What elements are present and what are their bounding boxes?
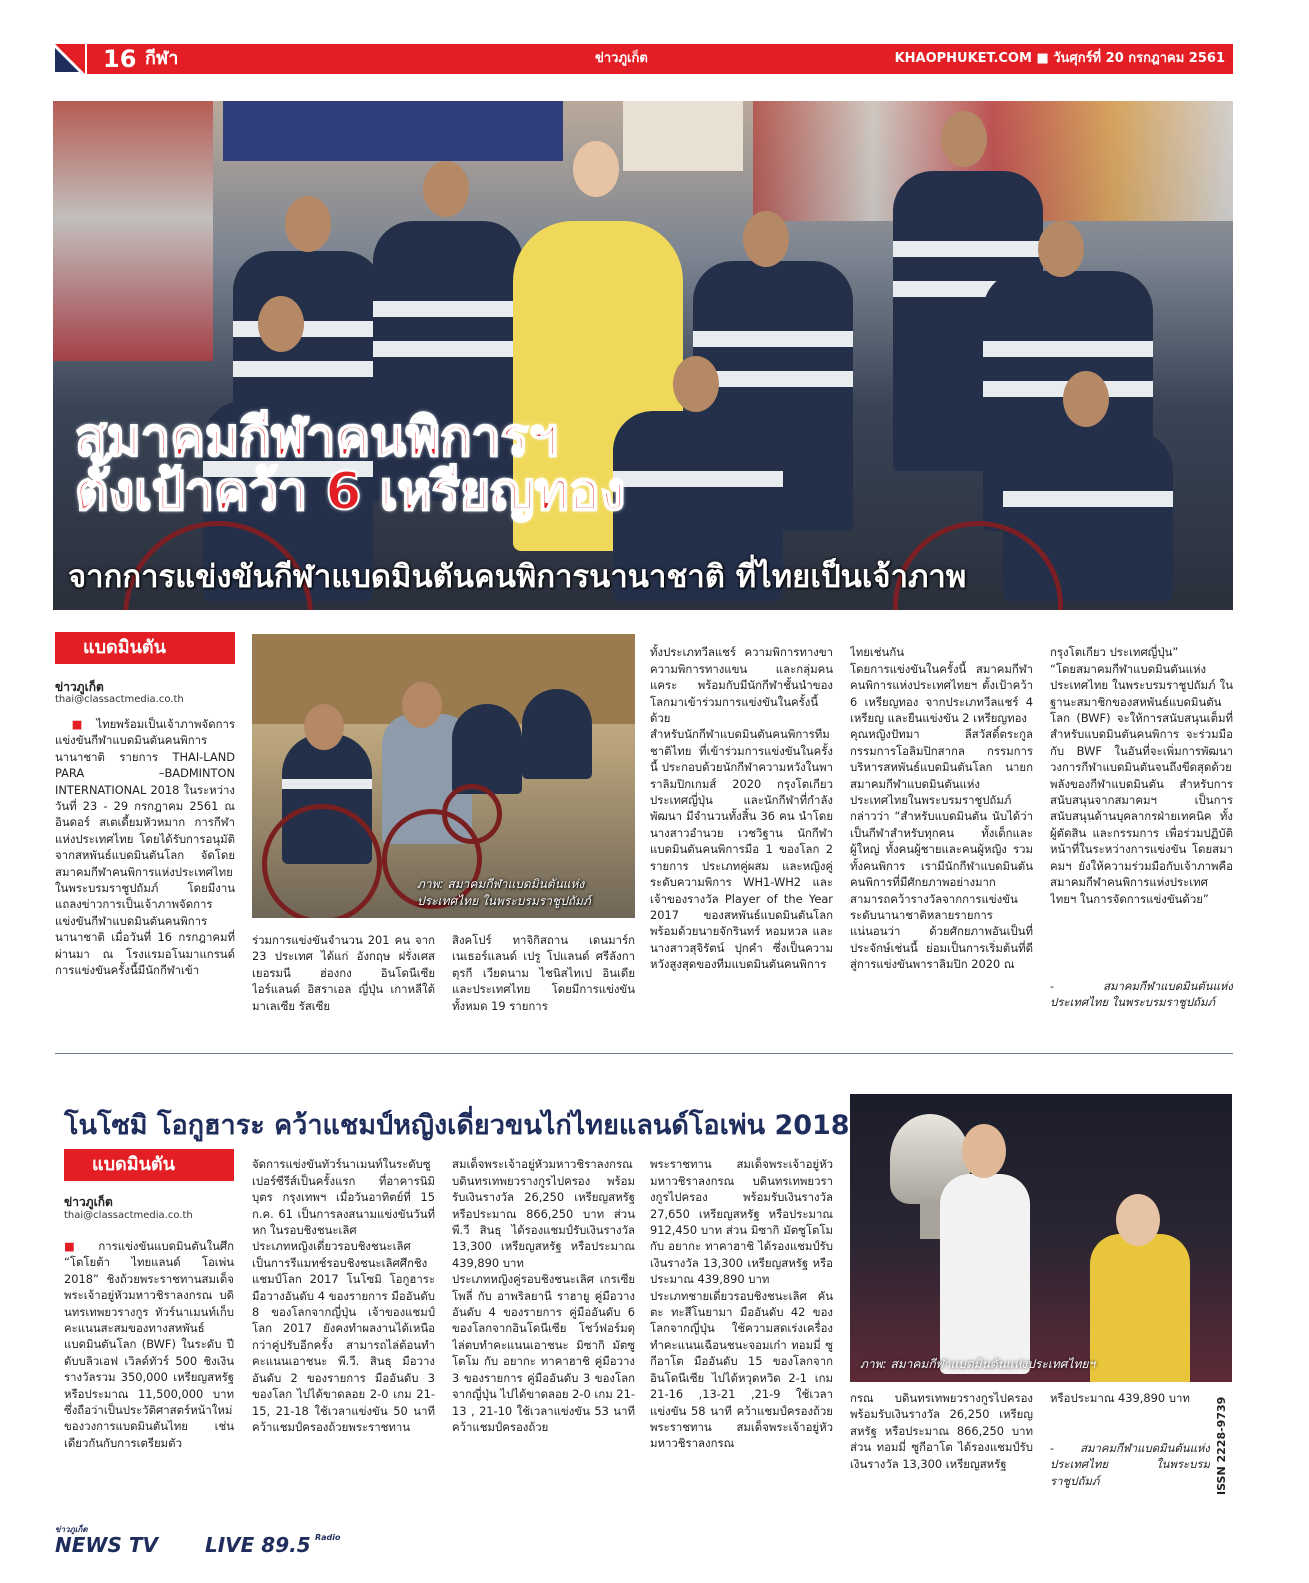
page-header <box>55 44 1233 74</box>
site-and-date: KHAOPHUKET.COM ■ วันศุกร์ที่ 20 กรกฎาคม 2561 <box>894 51 1225 66</box>
athlete <box>522 689 592 779</box>
wheelchair-athletes-photo <box>252 634 635 918</box>
article-divider <box>55 1053 1233 1054</box>
article-title: โนโซมิ โอกูฮาระ คว้าแชมป์หญิงเดี่ยวขนไก่ไทยแลนด์โอเพ่น 2018 <box>64 1110 850 1141</box>
section-label: แบดมินตัน <box>64 1149 234 1181</box>
presenter-face <box>1116 1194 1160 1246</box>
byline-email: thai@classactmedia.co.th <box>64 1210 193 1221</box>
issn-text: ISSN 2228-9739 <box>1215 1396 1228 1495</box>
article-text: ทั้งประเภทวีลแชร์ ความพิการทางขา ความพิการทางแขน และกลุ่มคนแคระ พร้อมกับมีนักกีฬาชั้นนำของโลกมาเข้าร่วมการแข่งขันในครั้งนี้ด้วย สำหรับนักกีฬาแบดมินตันคนพิการทีมชาติไทย ที่เข้าร่วมการแข่งขันในครั้งนี้ ประกอบด้วยนักกีฬาความหวังในพาราลิมปิกเกมส์ 2020 กรุงโตเกียว ประเทศญี่ปุ่น และนักกีฬาที่กำลังพัฒนา มีจำนวนทั้งสิ้น 36 คน นำโดยนางสาวอำนวย เวชวิฐาน นักกีฬาแบดมินตันคนพิการมือ 1 ของโลก 2 รายการ ประเภทคู่ผสม และหญิงคู่ ระดับความพิการ WH1-WH2 และเจ้าของรางวัล Player of the Year 2017 ของสหพันธ์แบดมินตันโลก พร้อมด้วยนายจักรินทร์ หอมหวล และนางสาวสุจิรัตน์ ปุกคำ ซึ่งเป็นความหวังสูงสุดของทีมแบดมินตันคนพิการ <box>650 645 833 972</box>
bullet-square-icon: ■ <box>64 1239 85 1253</box>
article-text: หรือประมาณ 439,890 บาท <box>1050 1391 1190 1405</box>
flags-left <box>53 101 213 361</box>
headline-line-2: ตั้งเป้าคว้า 6 เหรียญทอง <box>75 462 626 522</box>
article-column <box>850 628 1033 1040</box>
event-banner <box>223 101 563 161</box>
athlete-face <box>258 296 304 352</box>
subheadline: จากการแข่งขันกีฬาแบดมินตันคนพิการนานาชาติ ที่ไทยเป็นเจ้าภาพ <box>68 559 967 595</box>
photo-caption: ภาพ: สมาคมกีฬาแบดมินตันแห่งประเทศไทยฯ <box>860 1357 1096 1371</box>
article-column <box>650 628 833 1040</box>
bullet-square-icon: ■ <box>66 717 88 731</box>
article-column <box>64 1238 234 1503</box>
article-column <box>850 1390 1033 1505</box>
credit-text: - สมาคมกีฬาแบดมินตันแห่งประเทศไทย ในพระบรมราชูปถัมภ์ <box>1050 1441 1210 1488</box>
official-face <box>573 141 619 197</box>
article-column <box>452 932 635 1042</box>
article-text: การแข่งขันแบดมินตันในศึก “โตโยต้า ไทยแลนด์ โอเพ่น 2018” ชิงถ้วยพระราชทานสมเด็จพระเจ้าอยู่หัวมหาวชิราลงกรณ บดินทรเทพยวรางกูร ทัวร์นาเมนท์เก็บคะแนนสะสมของทางสหพันธ์แบดมินตันโลก (BWF) ในระดับ ปีดับบลิวเอฟ เวิลด์ทัวร์ 500 ชิงเงินรางวัลรวม 350,000 เหรียญสหรัฐ หรือประมาณ 11,500,000 บาท ซึ่งถือว่าเป็นประวัติศาสตร์หน้าใหม่ของวงการแบดมินตันไทย เช่นเดียวกันกับการเตรียมตัว <box>64 1239 234 1450</box>
event-banner-right <box>623 101 743 171</box>
wheelchair-wheel-icon <box>262 804 382 918</box>
hero-photo <box>53 101 1233 610</box>
byline-email: thai@classactmedia.co.th <box>55 694 184 705</box>
byline: ข่าวภูเก็ต <box>64 1195 113 1209</box>
newstv-logo: NEWS TV <box>55 1533 158 1557</box>
article-text: พระราชทาน สมเด็จพระเจ้าอยู่หัวมหาวชิราลงกรณ บดินทรเทพยวรางกูรไปครอง พร้อมรับเงินรางวัล 27,650 เหรียญสหรัฐ หรือประมาณ 912,450 บาท ส่วน มิซากิ มัตซูโตโม กับ อยากะ ทาคาฮาชิ ได้รองแชมป์รับเงินรางวัล 13,300 เหรียญสหรัฐ หรือประมาณ 439,890 บาท ประเภทชายเดี่ยวรอบชิงชนะเลิศ คันตะ ทะสึโนยามา มืออันดับ 42 ของโลกจากญี่ปุ่น ใช้ความสดเร่งเครื่องทำคะแนนเฉือนชนะจอมเก๋า ทอมมี่ ซูกีอาโต มืออันดับ 15 ของโลกจากอินโดนีเซีย ไปได้หวุดหวิด 2-1 เกม 21-16 ,13-21 ,21-9 ใช้เวลาแข่งขัน 58 นาที คว้าแชมป์ครองถ้วยพระราชทาน สมเด็จพระเจ้าอยู่หัวมหาวชิราลงกรณ <box>650 1157 833 1451</box>
athlete-face <box>1038 221 1084 277</box>
footer-logos <box>55 1523 355 1563</box>
champion-player <box>940 1174 1030 1374</box>
page-number: 16 <box>103 45 137 73</box>
athlete-face <box>402 682 442 728</box>
newstv-prefix: ข่าวภูเก็ต <box>55 1525 88 1534</box>
article-column <box>1050 1390 1210 1410</box>
article-text: สิงคโปร์ ทาจิกิสถาน เดนมาร์ก เนเธอร์แลนด์ เปรู โปแลนด์ ศรีลังกา ตุรกี เวียดนาม ไชนิสไทเป อินเดีย และประเทศไทย โดยมีการแข่งขันทั้งหมด 19 รายการ <box>452 933 635 1013</box>
article-column <box>252 932 435 1042</box>
photo-credit <box>1050 978 1233 1038</box>
byline: ข่าวภูเก็ต <box>55 680 104 694</box>
section-label: แบดมินตัน <box>55 632 235 664</box>
article-column <box>452 1140 635 1505</box>
champion-face <box>962 1124 1006 1178</box>
article-text: จัดการแข่งขันทัวร์นาเมนท์ในระดับซูเปอร์ซีรีส์เป็นครั้งแรก ที่อาคารนิมิบุตร กรุงเทพฯ เมื่อวันอาทิตย์ที่ 15 ก.ค. 61 เป็นการลงสนามแข่งขันวันที่หก ในรอบชิงชนะเลิศ ประเภทหญิงเดี่ยวรอบชิงชนะเลิศ เป็นการรีแมทช์รอบชิงชนะเลิศศึกชิงแชมป์โลก 2017 โนโซมิ โอกูฮาระ มือวางอันดับ 4 ของรายการ มืออันดับ 8 ของโลกจากญี่ปุ่น เจ้าของแชมป์โลก 2017 ยังคงทำผลงานได้เหนือกว่าคู่ปรับอีกครั้ง สามารถไล่ต้อนทำคะแนนเอาชนะ พี.วี. สินธุ มือวางอันดับ 2 ของรายการ มืออันดับ 3 ของโลก ไปได้ขาดลอย 2-0 เกม 21-15, 21-18 ใช้เวลาแข่งขัน 50 นาที คว้าแชมป์ครองถ้วยพระราชทาน <box>252 1157 435 1434</box>
article-text: ไทยเช่นกัน โดยการแข่งขันในครั้งนี้ สมาคมกีฬาคนพิการแห่งประเทศไทยฯ ตั้งเป้าคว้า 6 เหรียญทอง จากประเภทวีลแชร์ 4 เหรียญ และยืนแข่งขัน 2 เหรียญทอง คุณหญิงปัทมา ลีสวัสดิ์ตระกูล กรรมการโอลิมปิกสากล กรรมการบริหารสหพันธ์แบดมินตันโลก นายกสมาคมกีฬาแบดมินตันแห่งประเทศไทยในพระบรมราชูปถัมภ์ กล่าวว่า “สำหรับแบดมินตัน นับได้ว่าเป็นกีฬาสำหรับทุกคน ทั้งเด็กและผู้ใหญ่ ทั้งคนผู้ชายและคนผู้หญิง รวมทั้งคนพิการ เรามีนักกีฬาแบดมินตันคนพิการที่มีศักยภาพอย่างมาก สามารถคว้ารางวัลจากการแข่งขันระดับนานาชาติหลายรายการ แน่นอนว่า ด้วยศักยภาพอันเป็นที่ประจักษ์เช่นนี้ ย่อมเป็นการเริ่มต้นที่ดีสู่การแข่งขันพาราลิมปิก 2020 ณ <box>850 645 1033 972</box>
athlete-face <box>423 161 469 217</box>
athlete-face <box>285 196 331 252</box>
trophy-stem <box>920 1199 940 1239</box>
article-column <box>55 716 235 1036</box>
article-column <box>252 1140 435 1505</box>
credit-text: - สมาคมกีฬาแบดมินตันแห่งประเทศไทย ในพระบรมราชูปถัมภ์ <box>1050 979 1233 1010</box>
section-name: กีฬา <box>145 48 179 69</box>
athlete-face <box>1063 371 1109 427</box>
athlete-face <box>673 356 719 412</box>
athlete <box>452 704 522 794</box>
photo-caption: ภาพ: สมาคมกีฬาแบดมินตันแห่งประเทศไทย ในพระบรมราชูปถัมภ์ <box>417 877 591 908</box>
masthead-brand: ข่าวภูเก็ต <box>595 51 648 66</box>
article-text: กรณ บดินทรเทพยวรางกูรไปครอง พร้อมรับเงินรางวัล 26,250 เหรียญสหรัฐ หรือประมาณ 866,250 บาท ส่วน ทอมมี่ ซูกีอาโต ได้รองแชมป์รับเงินรางวัล 13,300 เหรียญสหรัฐ <box>850 1391 1033 1471</box>
live-radio-logo: LIVE 89.5 <box>205 1533 311 1557</box>
champion-trophy-photo <box>850 1094 1232 1382</box>
athlete-face <box>743 211 789 267</box>
presenter-yellow-dress <box>1090 1234 1190 1382</box>
corner-logo-icon <box>53 42 87 76</box>
article-column <box>650 1140 833 1505</box>
athlete-face <box>941 111 987 167</box>
article-column <box>1050 628 1233 973</box>
article-text: ร่วมการแข่งขันจำนวน 201 คน จาก 23 ประเทศ ได้แก่ อังกฤษ ฝรั่งเศส เยอรมนี ฮ่องกง อินโดนีเซีย ไอร์แลนด์ อิสราเอล ญี่ปุ่น เกาหลีใต้ มาเลเซีย รัสเซีย <box>252 933 435 1013</box>
issn-number <box>1213 1395 1233 1495</box>
article-text: กรุงโตเกียว ประเทศญี่ปุ่น” “โดยสมาคมกีฬาแบดมินตันแห่งประเทศไทย ในพระบรมราชูปถัมภ์ ในฐานะสมาชิกของสหพันธ์แบดมินตันโลก (BWF) จะให้การสนับสนุนเต็มที่สำหรับแบดมินตันคนพิการ จะร่วมมือกับ BWF ในอันที่จะเพิ่มการพัฒนาวงการกีฬาแบดมินตันจนถึงขีดสุดด้วยพลังของกีฬาแบดมินตัน สำหรับการสนับสนุนจากสมาคมฯ เป็นการสนับสนุนด้านบุคลากรฝ่ายเทคนิค ทั้งผู้ตัดสิน และกรรมการ เพื่อร่วมปฏิบัติหน้าที่ในระหว่างการแข่งขัน โดยสมาคมฯ ยังให้ความร่วมมือกับเจ้าภาพคือสมาคมกีฬาคนพิการแห่งประเทศไทยฯ ในการจัดการแข่งขันด้วย” <box>1050 645 1233 906</box>
article-text: ไทยพร้อมเป็นเจ้าภาพจัดการแข่งขันกีฬาแบดมินตันคนพิการนานาชาติ รายการ THAI-LAND PARA –BADMINTON INTERNATIONAL 2018 ในระหว่างวันที่ 23 - 29 กรกฎาคม 2561 ณ อินดอร์ สเตเดี้ยมหัวหมาก การกีฬาแห่งประเทศไทย โดยได้รับการอนุมัติจากสหพันธ์แบดมินตันโลก จัดโดยสมาคมกีฬาคนพิการแห่งประเทศไทย ในพระบรมราชูปถัมภ์ โดยมีงานแถลงข่าวการเป็นเจ้าภาพจัดการแข่งขันกีฬาแบดมินตันคนพิการนานาชาติ เมื่อวันที่ 16 กรกฎาคมที่ผ่านมา ณ โรงแรมอโนมาแกรนด์ การแข่งขันครั้งนี้มีนักกีฬาเข้า <box>55 717 235 978</box>
athlete-face <box>304 704 344 750</box>
headline-line-1: สมาคมกีฬาคนพิการฯ <box>75 408 558 468</box>
wheelchair-wheel-icon <box>442 784 502 844</box>
article-text: สมเด็จพระเจ้าอยู่หัวมหาวชิราลงกรณ บดินทรเทพยวรางกูรไปครอง พร้อมรับเงินรางวัล 26,250 เหรียญสหรัฐ หรือประมาณ 866,250 บาท ส่วน พี.วี สินธุ ได้รองแชมป์รับเงินรางวัล 13,300 เหรียญสหรัฐ หรือประมาณ 439,890 บาท ประเภทหญิงคู่รอบชิงชนะเลิศ เกรเซีย โพลี่ กับ อาพริลยานี ราฮายู คู่มือวางอันดับ 4 ของรายการ คู่มืออันดับ 6 ของโลกจากอินโดนีเซีย โชว์ฟอร์มดุไล่ตบทำคะแนนเอาชนะ มิซากิ มัตซูโตโม กับ อยากะ ทาคาฮาชิ คู่มือวาง 3 ของรายการ คู่มืออันดับ 3 ของโลก จากญี่ปุ่น ไปได้ขาดลอย 2-0 เกม 21-13 , 21-10 ใช้เวลาแข่งขัน 53 นาที คว้าแชมป์ครองถ้วย <box>452 1157 635 1434</box>
live-radio-suffix: Radio <box>315 1533 341 1542</box>
photo-credit <box>1050 1440 1210 1500</box>
